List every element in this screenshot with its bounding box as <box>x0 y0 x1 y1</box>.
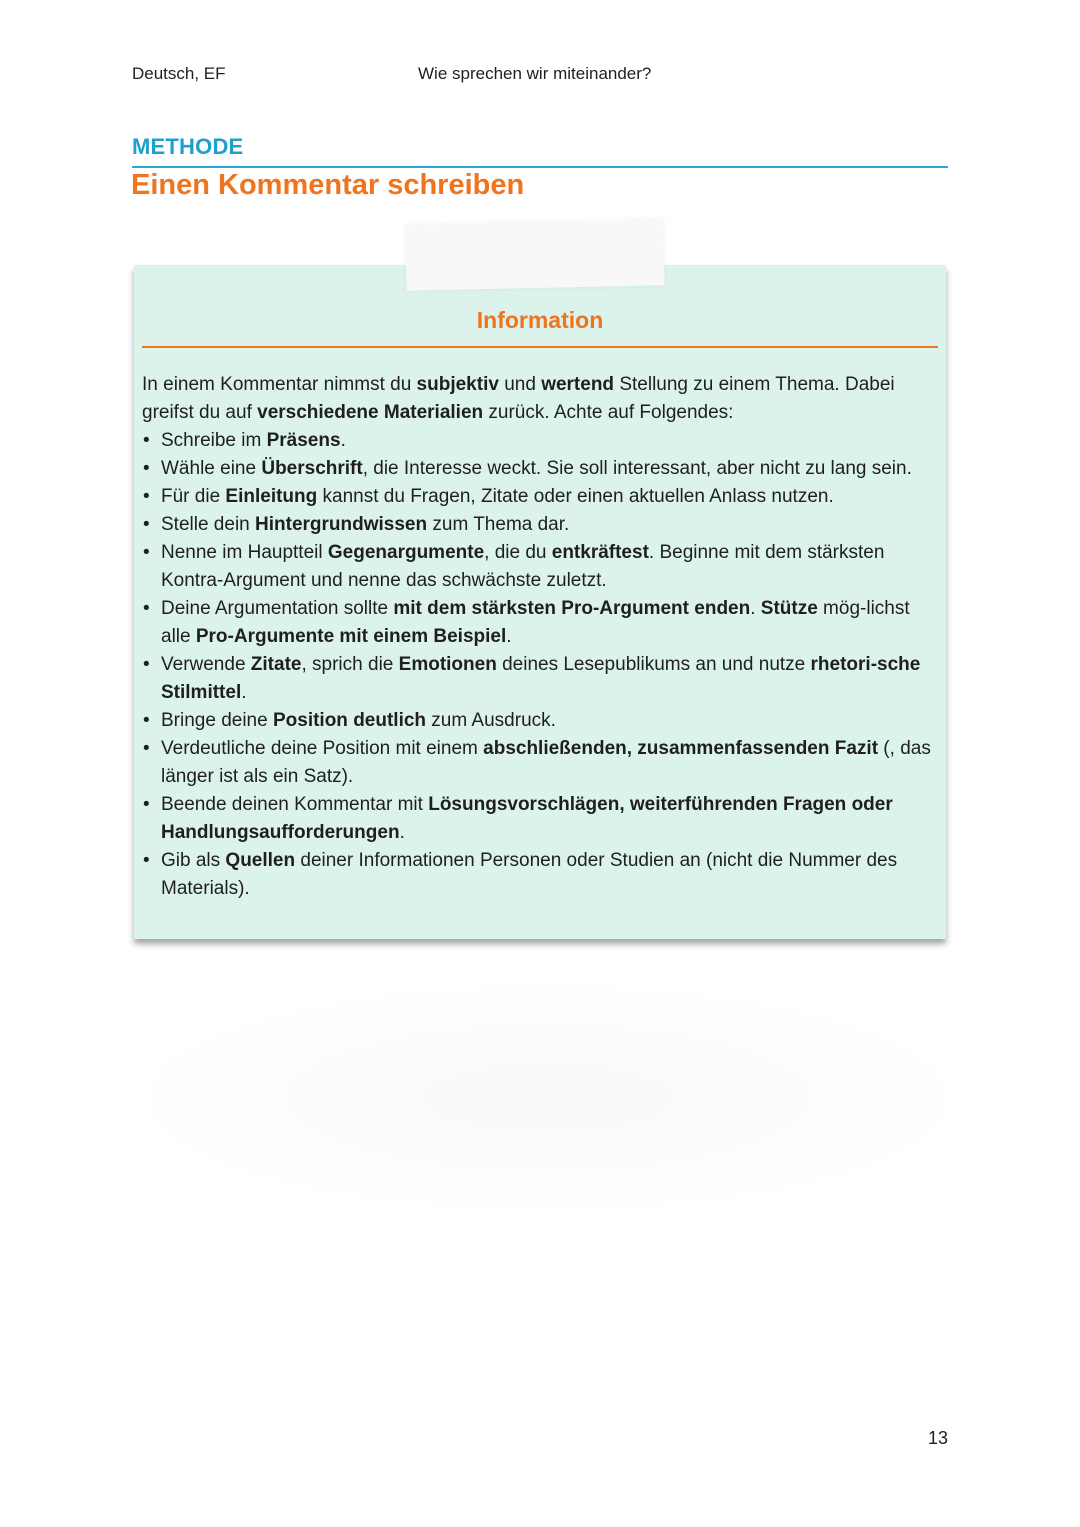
text-run: zum Ausdruck. <box>426 710 556 731</box>
text-run: zurück. Achte auf Folgendes: <box>483 402 734 423</box>
tip-item <box>142 735 942 791</box>
bold-text: Präsens <box>266 430 341 451</box>
bold-text: subjektiv <box>416 374 499 395</box>
tip-item <box>142 483 942 511</box>
bold-text: verschiedene Materialien <box>257 402 484 423</box>
text-run: . <box>399 822 405 843</box>
text-run: Wähle eine <box>161 458 262 479</box>
tip-item <box>142 651 942 707</box>
bold-text: mit dem stärksten Pro-Argument enden <box>393 598 751 619</box>
text-run: , sprich die <box>301 654 399 675</box>
text-run: Stelle dein <box>161 514 256 535</box>
text-run: deines Lesepublikums an und nutze <box>496 654 811 675</box>
text-run: . Beginne mit dem stärksten Kontra-Argument und nenne das schwächste zuletzt. <box>161 542 885 591</box>
tip-item <box>142 427 942 455</box>
text-run: kannst du Fragen, Zitate oder einen aktuellen Anlass nutzen. <box>317 486 834 507</box>
header-subject: Deutsch, EF <box>132 64 226 83</box>
text-run: zum Thema dar. <box>427 514 570 535</box>
text-run: Für die <box>161 486 226 507</box>
bold-text: entkräftest <box>551 542 649 563</box>
tip-item <box>142 455 942 483</box>
bold-text: abschließenden, zusammenfassenden Fazit <box>483 738 879 759</box>
running-header <box>132 64 948 88</box>
text-run: Beende deinen Kommentar mit <box>161 794 429 815</box>
text-run: . <box>750 598 761 619</box>
information-divider <box>142 346 938 348</box>
tip-item <box>142 847 942 903</box>
text-run: mög-lichst alle <box>161 598 910 647</box>
information-box <box>134 265 946 939</box>
bold-text: wertend <box>541 374 615 395</box>
text-run: Nenne im Hauptteil <box>161 542 328 563</box>
text-run: Stellung zu einem Thema. Dabei greifst du auf <box>142 374 895 423</box>
page-number: 13 <box>928 1428 949 1448</box>
tips-list <box>142 427 942 903</box>
text-run: Verwende <box>161 654 251 675</box>
text-run: Schreibe im <box>161 430 267 451</box>
text-run: und <box>498 374 542 395</box>
text-run: Gib als <box>161 850 226 871</box>
bold-text: rhetori-sche Stilmittel <box>161 654 921 703</box>
text-run: (, das länger ist als ein Satz). <box>161 738 931 787</box>
tip-item <box>142 707 942 735</box>
bold-text: Stütze <box>760 598 818 619</box>
bold-text: Pro-Argumente mit einem Beispiel <box>195 626 507 647</box>
text-run: , die du <box>484 542 552 563</box>
bold-text: Position deutlich <box>272 710 427 731</box>
information-body <box>142 371 942 903</box>
bold-text: Einleitung <box>225 486 318 507</box>
tip-item <box>142 539 942 595</box>
text-run: In einem Kommentar nimmst du <box>142 374 417 395</box>
bold-text: Emotionen <box>398 654 497 675</box>
information-title: Information <box>476 307 604 333</box>
blurred-area <box>118 978 978 1218</box>
bold-text: Hintergrundwissen <box>255 514 428 535</box>
bold-text: Quellen <box>225 850 296 871</box>
section-divider <box>132 166 948 168</box>
text-run: Verdeutliche deine Position mit einem <box>161 738 484 759</box>
tip-item <box>142 511 942 539</box>
bold-text: Gegenargumente <box>327 542 485 563</box>
text-run: , die Interesse weckt. Sie soll interessant, aber nicht zu lang sein. <box>362 458 912 479</box>
bold-text: Zitate <box>250 654 302 675</box>
page-title: Einen Kommentar schreiben <box>131 169 525 201</box>
tip-item <box>142 595 942 651</box>
text-run: . <box>506 626 512 647</box>
tape-strip <box>405 219 664 290</box>
bold-text: Lösungsvorschlägen, weiterführenden Fragen oder Handlungsaufforderungen <box>161 794 893 843</box>
intro-paragraph <box>142 371 942 427</box>
text-run: . <box>241 682 247 703</box>
text-run: Deine Argumentation sollte <box>161 598 394 619</box>
text-run: . <box>340 430 346 451</box>
tip-item <box>142 791 942 847</box>
text-run: deiner Informationen Personen oder Studien an (nicht die Nummer des Materials). <box>161 850 898 899</box>
text-run: Bringe deine <box>161 710 273 731</box>
header-unit-title: Wie sprechen wir miteinander? <box>418 64 652 83</box>
section-label: METHODE <box>132 134 244 159</box>
bold-text: Überschrift <box>261 458 363 479</box>
